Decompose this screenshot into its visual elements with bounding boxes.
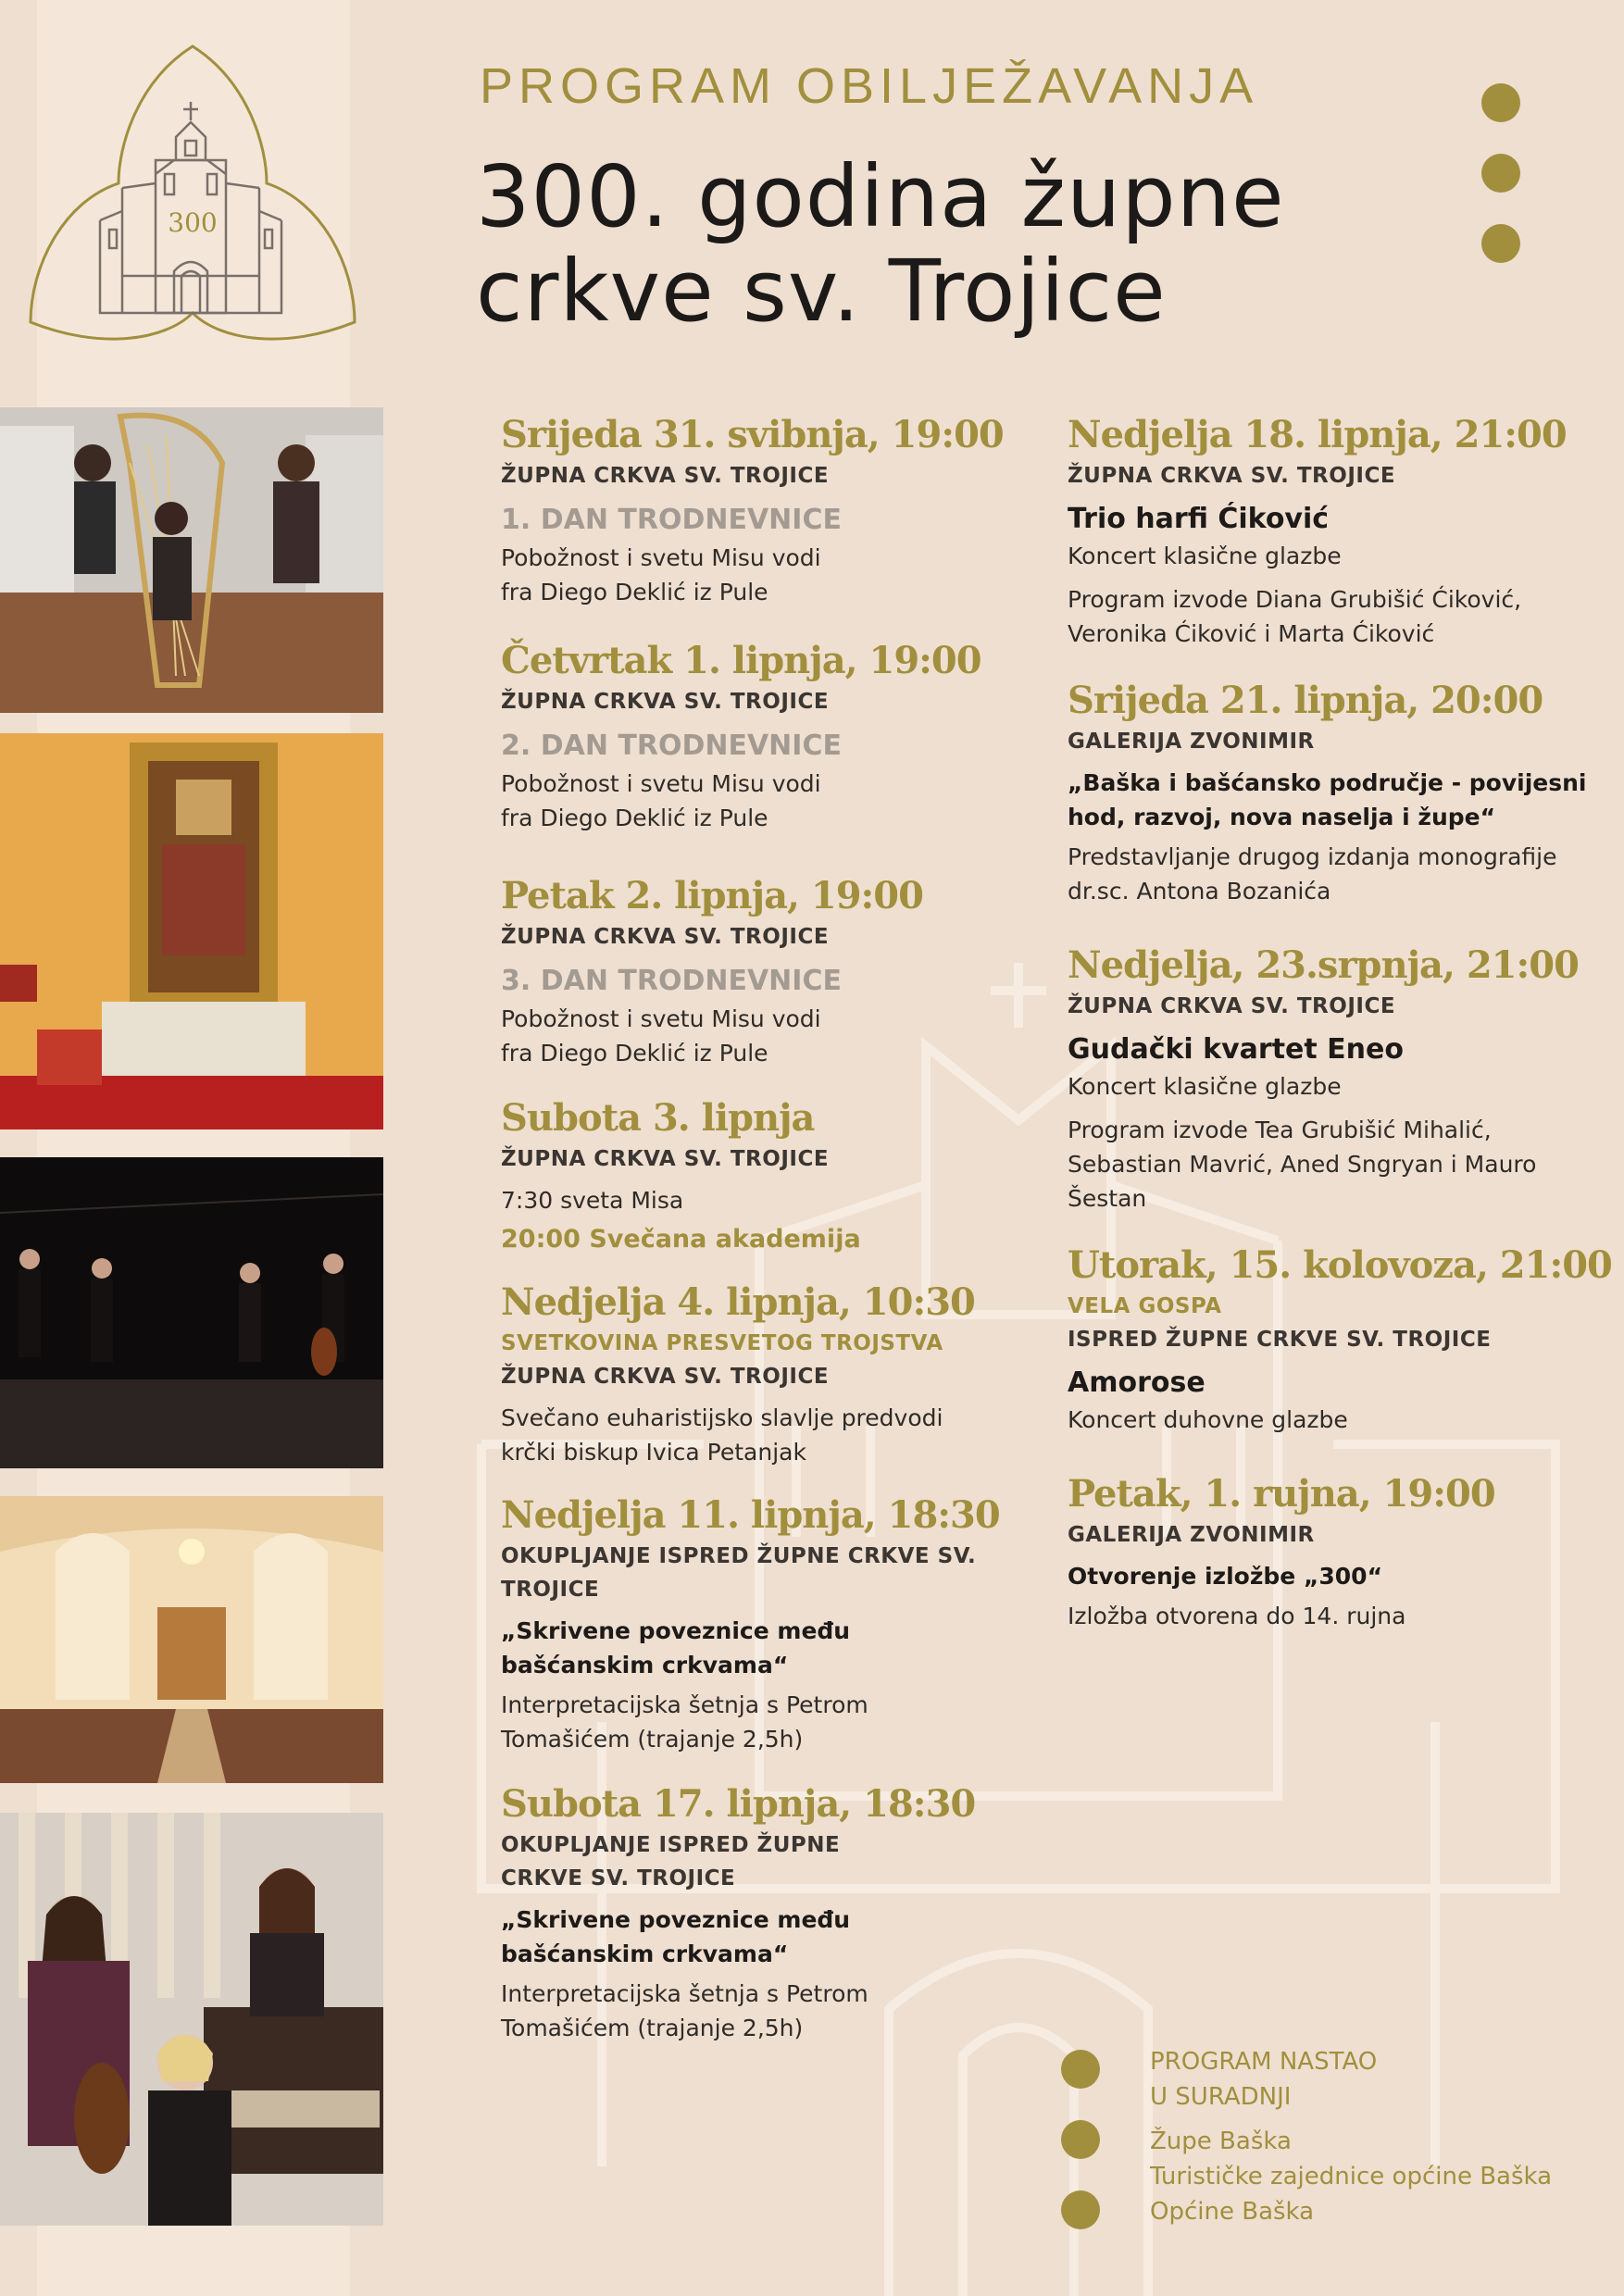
event-text: dr.sc. Antona Bozanića bbox=[1068, 878, 1331, 905]
event-text: Pobožnost i svetu Misu vodi bbox=[501, 770, 821, 797]
event-occasion: VELA GOSPA bbox=[1068, 1294, 1222, 1318]
event-item bbox=[501, 637, 1019, 835]
event-text: Pobožnost i svetu Misu vodi bbox=[501, 544, 821, 571]
page-title bbox=[476, 147, 1309, 341]
event-text: fra Diego Deklić iz Pule bbox=[501, 1040, 768, 1067]
event-day-label: 2. DAN TRODNEVNICE bbox=[501, 730, 842, 762]
event-day-label: 1. DAN TRODNEVNICE bbox=[501, 504, 842, 536]
event-location: ŽUPNA CRKVA SV. TROJICE bbox=[501, 464, 830, 488]
event-text: Pobožnost i svetu Misu vodi bbox=[501, 1005, 821, 1032]
event-title: hod, razvoj, nova naselja i župe“ bbox=[1068, 804, 1496, 830]
event-performer: Amorose bbox=[1068, 1366, 1206, 1399]
event-location: ŽUPNA CRKVA SV. TROJICE bbox=[501, 1365, 830, 1389]
event-date: Četvrtak 1. lipnja, 19:00 bbox=[501, 639, 981, 682]
decorative-dot bbox=[1481, 154, 1520, 193]
event-subtitle: Koncert duhovne glazbe bbox=[1068, 1406, 1348, 1433]
event-text: Šestan bbox=[1068, 1185, 1147, 1212]
program-subtitle: PROGRAM OBILJEŽAVANJA bbox=[480, 58, 1259, 114]
event-performer: Trio harfi Ćiković bbox=[1068, 503, 1330, 535]
event-item bbox=[501, 1491, 1019, 1756]
event-date: Petak 2. lipnja, 19:00 bbox=[501, 874, 923, 917]
event-item bbox=[1068, 942, 1605, 1216]
logo-number: 300 bbox=[168, 207, 218, 238]
event-location: TROJICE bbox=[501, 1578, 600, 1602]
event-item bbox=[1068, 677, 1605, 908]
event-highlight: 20:00 Svečana akademija bbox=[501, 1225, 861, 1254]
event-performer: Gudački kvartet Eneo bbox=[1068, 1033, 1404, 1066]
event-item bbox=[501, 872, 1019, 1070]
credits-heading: PROGRAM NASTAO bbox=[1150, 2048, 1378, 2076]
event-text: fra Diego Deklić iz Pule bbox=[501, 579, 768, 605]
left-events-column bbox=[501, 411, 1019, 2045]
event-subtitle: Koncert klasične glazbe bbox=[1068, 1073, 1342, 1100]
title-line-2: crkve sv. Trojice bbox=[476, 242, 1167, 341]
event-title: „Skrivene poveznice među bbox=[501, 1906, 851, 1933]
event-location: GALERIJA ZVONIMIR bbox=[1068, 730, 1315, 754]
church-logo bbox=[26, 44, 359, 350]
event-location: ŽUPNA CRKVA SV. TROJICE bbox=[501, 1147, 830, 1171]
event-date: Subota 17. lipnja, 18:30 bbox=[501, 1782, 976, 1826]
event-text: Predstavljanje drugog izdanja monografije bbox=[1068, 843, 1557, 870]
event-text: Svečano euharistijsko slavlje predvodi bbox=[501, 1404, 943, 1431]
event-title: „Baška i bašćansko područje - povijesni bbox=[1068, 769, 1587, 796]
credits-partner: Općine Baška bbox=[1150, 2198, 1315, 2226]
event-item bbox=[501, 411, 1019, 609]
event-occasion: SVETKOVINA PRESVETOG TROJSTVA bbox=[501, 1331, 943, 1355]
credits-block bbox=[1150, 2044, 1552, 2229]
event-location: CRKVE SV. TROJICE bbox=[501, 1866, 736, 1890]
event-text: Tomašićem (trajanje 2,5h) bbox=[501, 1726, 804, 1753]
event-item bbox=[501, 1094, 1019, 1258]
event-date: Nedjelja 4. lipnja, 10:30 bbox=[501, 1280, 975, 1324]
event-title: Otvorenje izložbe „300“ bbox=[1068, 1563, 1383, 1590]
event-location: GALERIJA ZVONIMIR bbox=[1068, 1523, 1315, 1547]
event-location: ŽUPNA CRKVA SV. TROJICE bbox=[501, 690, 830, 714]
event-location: OKUPLJANJE ISPRED ŽUPNE bbox=[501, 1833, 841, 1857]
decorative-dot bbox=[1061, 2050, 1100, 2089]
event-date: Nedjelja 18. lipnja, 21:00 bbox=[1068, 413, 1567, 456]
event-item bbox=[1068, 1470, 1605, 1633]
decorative-dot bbox=[1061, 2120, 1100, 2159]
event-date: Nedjelja, 23.srpnja, 21:00 bbox=[1068, 943, 1579, 987]
event-title: bašćanskim crkvama“ bbox=[501, 1940, 789, 1967]
event-location: OKUPLJANJE ISPRED ŽUPNE CRKVE SV. bbox=[501, 1544, 977, 1568]
right-events-column bbox=[1068, 411, 1612, 1633]
event-text: Program izvode Tea Grubišić Mihalić, bbox=[1068, 1117, 1492, 1143]
event-text: Sebastian Mavrić, Aned Sngryan i Mauro bbox=[1068, 1151, 1537, 1178]
event-date: Petak, 1. rujna, 19:00 bbox=[1068, 1472, 1495, 1516]
event-location: ŽUPNA CRKVA SV. TROJICE bbox=[1068, 464, 1396, 488]
event-item bbox=[1068, 411, 1605, 651]
decorative-dot bbox=[1481, 83, 1520, 122]
photo-amorose-trio bbox=[0, 1813, 383, 2226]
event-text: 7:30 sveta Misa bbox=[501, 1187, 684, 1214]
event-text: Interpretacijska šetnja s Petrom bbox=[501, 1980, 868, 2007]
credits-partner: Turističke zajednice općine Baška bbox=[1150, 2163, 1553, 2190]
event-date: Nedjelja 11. lipnja, 18:30 bbox=[501, 1493, 1000, 1537]
event-item bbox=[501, 1279, 1019, 1469]
photo-church-interior bbox=[0, 1496, 383, 1783]
credits-heading: U SURADNJI bbox=[1150, 2083, 1292, 2111]
credits-partner: Župe Baška bbox=[1150, 2128, 1292, 2155]
event-location: ISPRED ŽUPNE CRKVE SV. TROJICE bbox=[1068, 1328, 1492, 1352]
event-text: fra Diego Deklić iz Pule bbox=[501, 805, 768, 831]
event-item bbox=[501, 1780, 1019, 2045]
event-location: ŽUPNA CRKVA SV. TROJICE bbox=[1068, 994, 1396, 1018]
event-item bbox=[1068, 1242, 1612, 1437]
event-text: Interpretacijska šetnja s Petrom bbox=[501, 1691, 868, 1718]
title-line-1: 300. godina župne bbox=[476, 147, 1285, 246]
event-text: Program izvode Diana Grubišić Ćiković, bbox=[1068, 586, 1522, 613]
event-title: bašćanskim crkvama“ bbox=[501, 1652, 789, 1678]
decorative-dot bbox=[1061, 2190, 1100, 2229]
event-text: Tomašićem (trajanje 2,5h) bbox=[501, 2015, 804, 2041]
decorative-dot bbox=[1481, 224, 1520, 263]
photo-altar bbox=[0, 733, 383, 1129]
event-date: Srijeda 31. svibnja, 19:00 bbox=[501, 413, 1004, 456]
event-text: Izložba otvorena do 14. rujna bbox=[1068, 1603, 1406, 1629]
event-text: krčki biskup Ivica Petanjak bbox=[501, 1439, 806, 1466]
event-title: „Skrivene poveznice među bbox=[501, 1617, 851, 1644]
event-date: Utorak, 15. kolovoza, 21:00 bbox=[1068, 1243, 1612, 1287]
event-text: Veronika Ćiković i Marta Ćiković bbox=[1068, 620, 1435, 647]
event-subtitle: Koncert klasične glazbe bbox=[1068, 543, 1342, 569]
event-location: ŽUPNA CRKVA SV. TROJICE bbox=[501, 925, 830, 949]
photo-harp-trio bbox=[0, 407, 383, 713]
photo-string-quartet bbox=[0, 1157, 383, 1468]
event-day-label: 3. DAN TRODNEVNICE bbox=[501, 965, 842, 997]
event-date: Srijeda 21. lipnja, 20:00 bbox=[1068, 679, 1543, 722]
event-date: Subota 3. lipnja bbox=[501, 1096, 815, 1140]
